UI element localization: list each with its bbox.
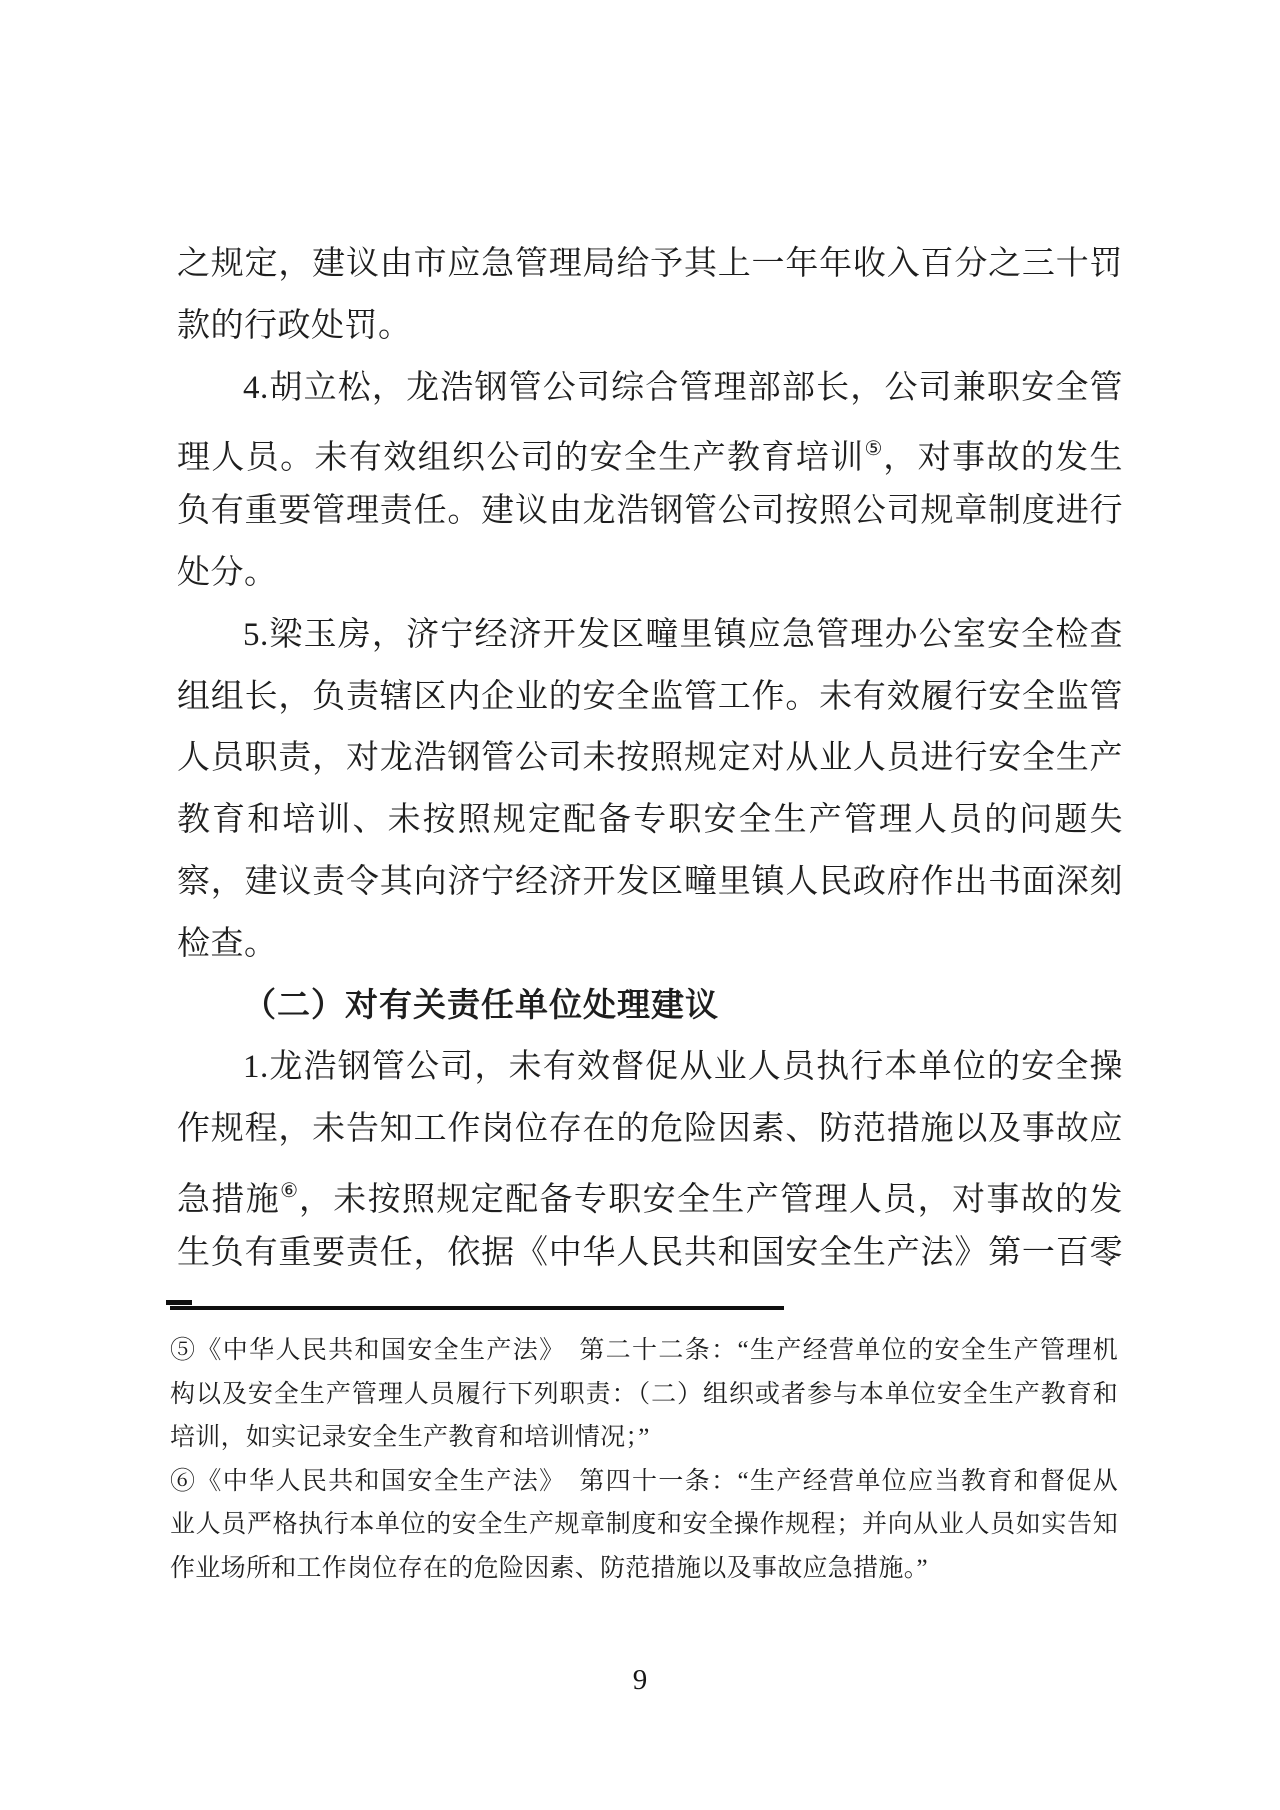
text-line: 负有重要管理责任。建议由龙浩钢管公司按照公司规章制度进行 <box>177 493 1123 530</box>
text-line: 之规定，建议由市应急管理局给予其上一年年收入百分之三十罚 <box>177 246 1123 282</box>
text-segment: ，对事故的发生 <box>883 440 1124 477</box>
text-line: 教育和培训、未按照规定配备专职安全生产管理人员的问题失 <box>177 802 1123 839</box>
text-segment: 急措施 <box>177 1181 281 1218</box>
text-line: 组组长，负责辖区内企业的安全监管工作。未有效履行安全监管 <box>177 678 1123 715</box>
text-line: 培训，如实记录安全生产教育和培训情况；” <box>170 1424 650 1451</box>
text-line <box>177 1161 1123 1223</box>
text-line: 业人员严格执行本单位的安全生产规章制度和安全操作规程；并向从业人员如实告知 <box>170 1511 1118 1538</box>
text-line: 款的行政处罚。 <box>177 307 412 344</box>
text-line: 处分。 <box>177 554 278 591</box>
footnote-rule-artifact <box>166 1300 192 1305</box>
section-heading: （二）对有关责任单位处理建议 <box>243 987 719 1024</box>
text-line: 作业场所和工作岗位存在的危险因素、防范措施以及事故应急措施。” <box>170 1554 928 1582</box>
text-line: 构以及安全生产管理人员履行下列职责：（二）组织或者参与本单位安全生产教育和 <box>170 1380 1118 1408</box>
text-line: 4.胡立松，龙浩钢管公司综合管理部部长，公司兼职安全管 <box>243 369 1123 406</box>
page-number: 9 <box>632 1664 648 1696</box>
text-line: 察，建议责令其向济宁经济开发区疃里镇人民政府作出书面深刻 <box>177 863 1123 900</box>
footnote-reference: ⑥ <box>280 1179 299 1202</box>
text-segment: 理人员。未有效组织公司的安全生产教育培训 <box>177 440 865 477</box>
footnote-separator <box>170 1306 784 1310</box>
text-segment: ，未按照规定配备专职安全生产管理人员，对事故的发 <box>298 1181 1124 1218</box>
text-line: 人员职责，对龙浩钢管公司未按照规定对从业人员进行安全生产 <box>177 740 1123 777</box>
text-line: 检查。 <box>177 925 278 962</box>
text-line: ⑤《中华人民共和国安全生产法》 第二十二条：“生产经营单位的安全生产管理机 <box>170 1337 1118 1364</box>
footnote-reference: ⑤ <box>864 438 884 461</box>
text-line: 5.梁玉房，济宁经济开发区疃里镇应急管理办公室安全检查 <box>243 616 1123 653</box>
text-line: 作规程，未告知工作岗位存在的危险因素、防范措施以及事故应 <box>177 1111 1123 1148</box>
text-line <box>177 419 1123 481</box>
footnotes-block <box>170 1329 1118 1590</box>
text-line: ⑥《中华人民共和国安全生产法》 第四十一条：“生产经营单位应当教育和督促从 <box>170 1467 1118 1495</box>
text-line: 1.龙浩钢管公司，未有效督促从业人员执行本单位的安全操 <box>243 1049 1123 1086</box>
body-text-block <box>177 234 1123 1285</box>
text-line: 生负有重要责任，依据《中华人民共和国安全生产法》第一百零 <box>177 1234 1123 1271</box>
